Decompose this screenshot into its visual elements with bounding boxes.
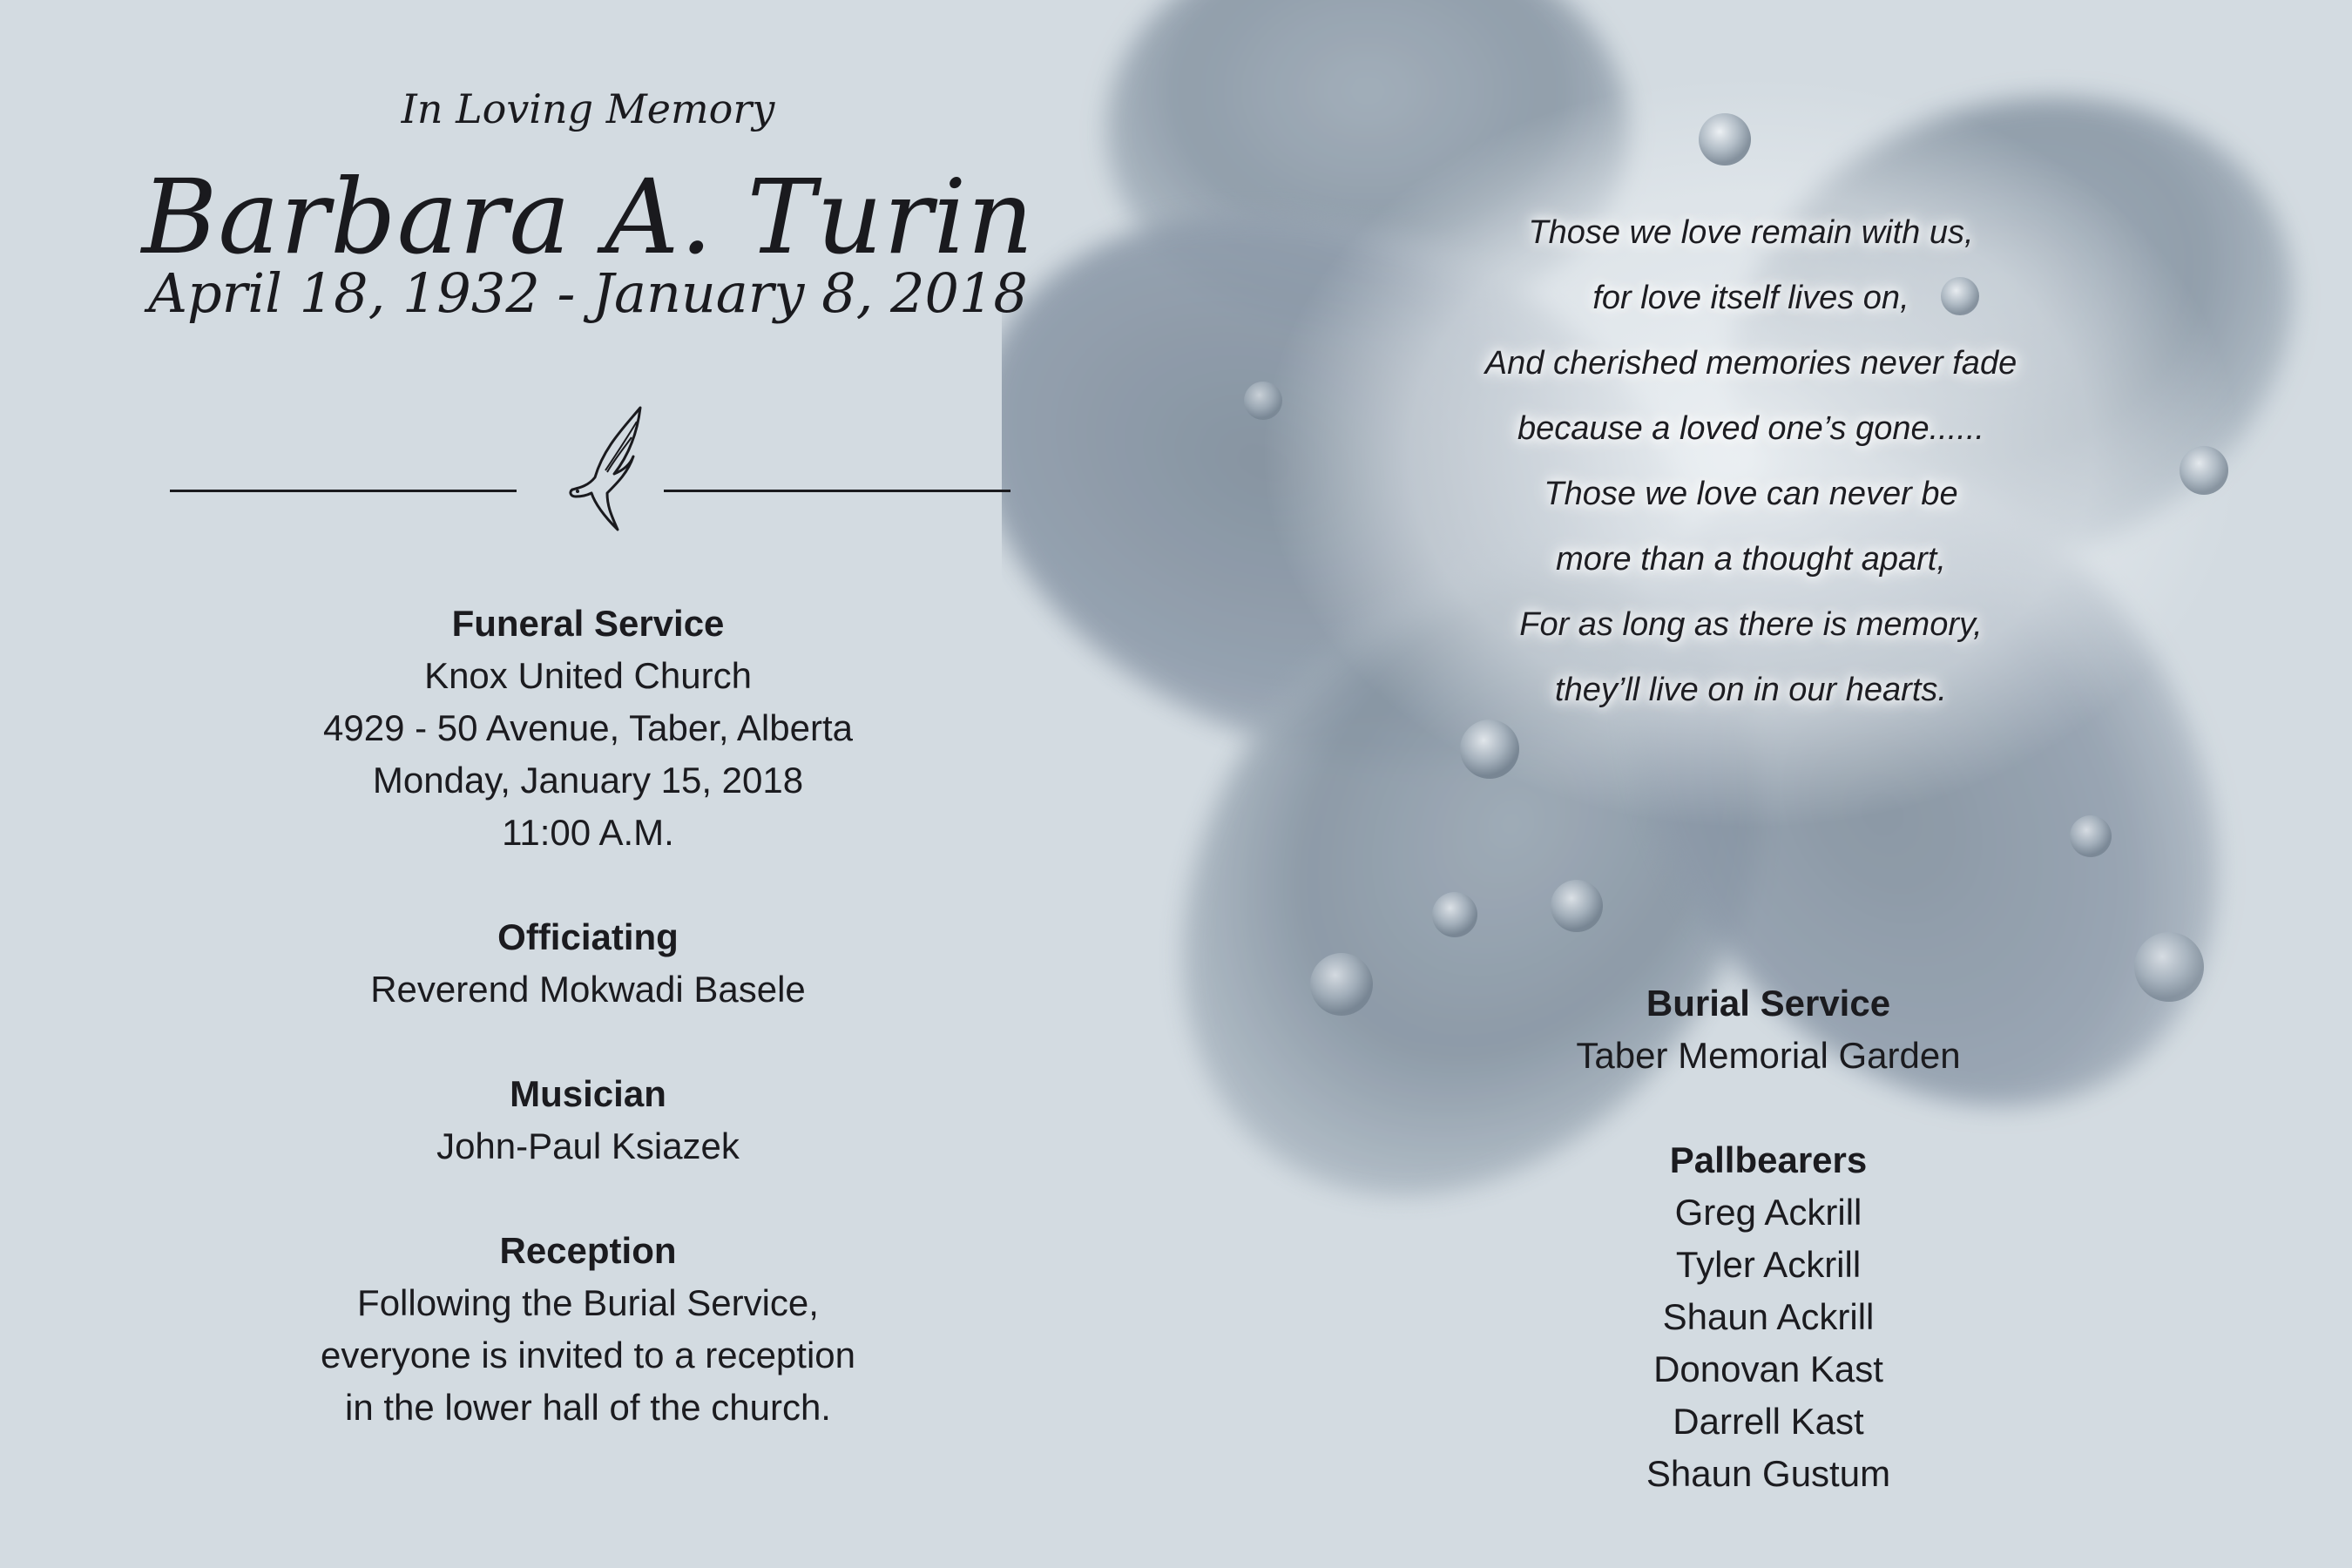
pallbearer-name: Shaun Gustum (1646, 1453, 1891, 1494)
funeral-service-date: Monday, January 15, 2018 (372, 760, 804, 801)
dove-icon (553, 402, 658, 533)
pallbearers-heading: Pallbearers (1669, 1139, 1868, 1180)
poem-line: more than a thought apart, (1556, 541, 1946, 578)
musician-section (0, 1068, 1176, 1173)
poem-line: because a loved one’s gone...... (1517, 410, 1984, 447)
burial-service-section (1420, 977, 2117, 1082)
reception-line: Following the Burial Service, (357, 1282, 819, 1323)
poem-line: Those we love remain with us, (1528, 214, 1974, 251)
funeral-service-address: 4929 - 50 Avenue, Taber, Alberta (323, 707, 853, 748)
officiating-heading: Officiating (497, 916, 679, 957)
pallbearer-name: Darrell Kast (1673, 1401, 1864, 1442)
divider-line-left (170, 490, 517, 492)
pallbearer-name: Shaun Ackrill (1662, 1296, 1875, 1337)
in-loving-memory-text: In Loving Memory (401, 85, 775, 132)
officiating-name: Reverend Mokwadi Basele (370, 969, 806, 1010)
reception-section (0, 1225, 1176, 1434)
poem-line: And cherished memories never fade (1484, 345, 2017, 382)
poem-line: they’ll live on in our hearts. (1555, 672, 1947, 708)
pallbearer-name: Greg Ackrill (1674, 1192, 1862, 1233)
deceased-name: Barbara A. Turin (141, 157, 1035, 277)
reception-line: in the lower hall of the church. (345, 1387, 831, 1428)
reception-heading: Reception (499, 1230, 677, 1271)
officiating-section (0, 911, 1176, 1016)
poem-line: For as long as there is memory, (1519, 606, 1983, 643)
pallbearer-name: Tyler Ackrill (1675, 1244, 1862, 1285)
pallbearers-section (1420, 1134, 2117, 1500)
funeral-service-church: Knox United Church (424, 655, 752, 696)
divider-line-right (664, 490, 1010, 492)
memorial-poem (1402, 200, 2099, 723)
life-dates: April 18, 1932 - January 8, 2018 (148, 261, 1028, 325)
poem-line: for love itself lives on, (1592, 280, 1909, 316)
burial-service-location: Taber Memorial Garden (1576, 1035, 1961, 1076)
poem-line: Those we love can never be (1544, 476, 1958, 512)
funeral-service-heading: Funeral Service (451, 603, 725, 644)
musician-name: John-Paul Ksiazek (436, 1125, 740, 1166)
pallbearer-name: Donovan Kast (1653, 1348, 1883, 1389)
musician-heading: Musician (510, 1073, 666, 1114)
burial-service-heading: Burial Service (1646, 983, 1891, 1024)
funeral-service-time: 11:00 A.M. (502, 812, 674, 853)
reception-line: everyone is invited to a reception (320, 1335, 856, 1375)
funeral-service-section (0, 598, 1176, 859)
